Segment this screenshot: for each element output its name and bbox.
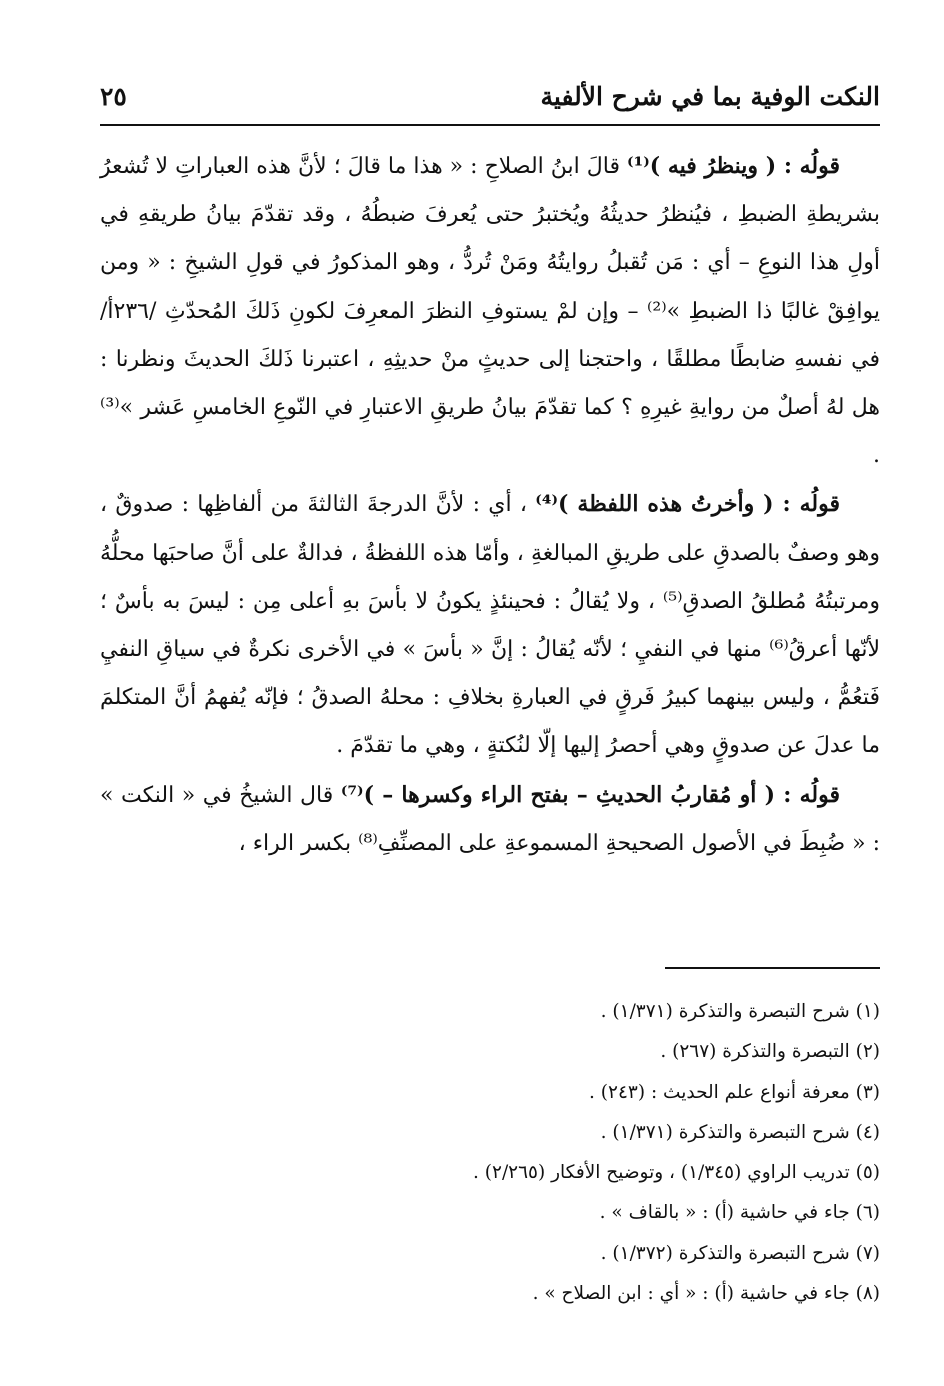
main-text bbox=[100, 142, 880, 868]
footnote-separator bbox=[665, 967, 880, 969]
paragraph bbox=[100, 480, 880, 770]
footnote: (٥) تدريب الراوي (١/٣٤٥) ، وتوضيح الأفكار (٢/٢٦٥) . bbox=[473, 1162, 880, 1184]
footnote: (٣) معرفة أنواع علم الحديث : (٢٤٣) . bbox=[589, 1081, 880, 1103]
footnote: (٤) شرح التبصرة والتذكرة (١/٣٧١) . bbox=[600, 1121, 880, 1143]
footnote: (٢) التبصرة والتذكرة (٢٦٧) . bbox=[660, 1041, 880, 1063]
paragraph bbox=[100, 142, 880, 480]
header-title: النكت الوفية بما في شرح الألفية bbox=[540, 81, 880, 111]
page-number: ٢٥ bbox=[100, 81, 127, 111]
quoted-phrase: قولُه : ( وينظرُ فيه )⁽¹⁾ bbox=[627, 153, 840, 179]
quoted-phrase: قولُه : ( أو مُقاربُ الحديثِ – بفتح الراء وكسرها – )⁽⁷⁾ bbox=[340, 781, 840, 808]
footnote: (٨) جاء في حاشية (أ) : « أي : ابن الصلاح » . bbox=[532, 1283, 880, 1305]
paragraph bbox=[100, 771, 880, 868]
footnotes-list bbox=[100, 992, 880, 1314]
quoted-phrase: قولُه : ( وأخرتُ هذه اللفظة )⁽⁴⁾ bbox=[535, 491, 840, 518]
footnote: (١) شرح التبصرة والتذكرة (١/٣٧١) . bbox=[600, 1001, 880, 1022]
footnote: (٦) جاء في حاشية (أ) : « بالقاف » . bbox=[599, 1202, 880, 1224]
paragraph-text: قال الشيخُ في « النكت » : « ضُبِطَ في الأصول الصحيحةِ المسموعةِ على المصنِّفِ⁽⁸⁾ بكسر الراء ، bbox=[100, 782, 880, 856]
paragraph-text: ، أي : لأنَّ الدرجةَ الثالثةَ من ألفاظِها : صدوقٌ ، وهو وصفٌ بالصدقِ على طريقِ المبالغةِ ، وأمّا هذه اللفظةُ ، فدالةٌ على أنَّ صاحبَها محلُّهُ ومرتبتُهُ مُطلقُ الصدقِ⁽⁵⁾ ، ولا يُقالُ : فحينئذٍ يكونُ لا بأسَ بهِ أعلى مِن : ليسَ به بأسٌ ؛ لأنّها أعرقُ⁽⁶⁾ منها في النفيِ ؛ لأنّه يُقالُ : إنَّ « بأسَ » في الأخرى نكرةٌ في سياقِ النفيِ فَتعُمُّ ، وليس بينهما كبيرُ فَرقٍ في العبارةِ بخلافِ : محلهُ الصدقُ ؛ فإنّه يُفهمُ أنَّ المتكلمَ ما عدلَ عن صدوقٍ وهي أحصرُ إليها إلّا لنُكتةٍ ، وهي ما تقدّمَ . bbox=[100, 492, 881, 759]
footnote: (٧) شرح التبصرة والتذكرة (١/٣٧٢) . bbox=[600, 1242, 880, 1264]
running-header bbox=[100, 68, 880, 126]
paragraph-text: قالَ ابنُ الصلاحِ : « هذا ما قالَ ؛ لأنَّ هذه العباراتِ لا تُشعرُ بشريطةِ الضبطِ ، فيُنظرُ حديثُهُ ويُختبرُ حتى يُعرفَ ضبطُهُ ، وقد تقدّمَ بيانُ طريقهِ في أولِ هذا النوعِ – أي : مَن تُقبلُ روايتُهُ ومَنْ تُردُّ ، وهو المذكورُ في قولِ الشيخِ : « ومن يوافِقْ غالبًا ذا الضبطِ »⁽²⁾ – وإن لمْ يستوفِ النظرَ المعرِفَ لكونِ ذَلكَ المُحدّثِ /٢٣٦أ/ في نفسهِ ضابطًا مطلقًا ، واحتجنا إلى حديثٍ منْ حديثِهِ ، اعتبرنا ذَلكَ الحديثَ ونظرنا : هل لهُ أصلٌ من روايةِ غيرِهِ ؟ كما تقدّمَ بيانُ طريقِ الاعتبارِ في النّوعِ الخامسِ عَشر »⁽³⁾ . bbox=[100, 154, 880, 469]
